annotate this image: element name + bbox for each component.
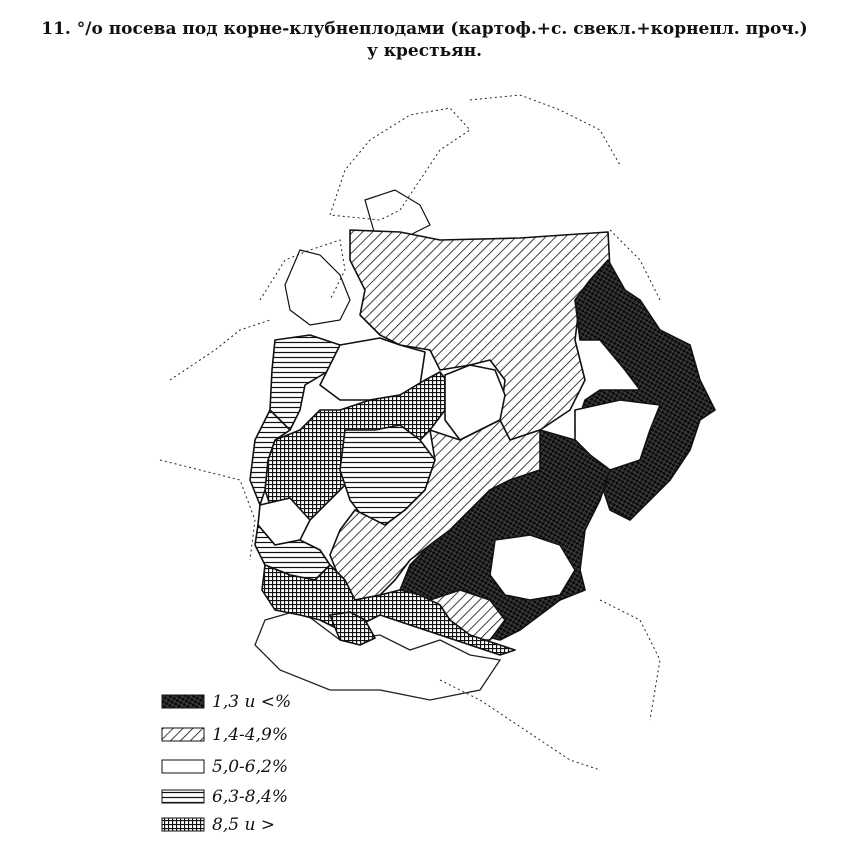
legend (162, 692, 291, 835)
title-text: °/о посева под корне-клубнеплодами (картоф.+с. свекл.+корнепл. проч.) (76, 19, 808, 39)
legend-swatch-3 (162, 760, 204, 773)
legend-item-4 (162, 787, 288, 807)
legend-label-4: 6,3-8,4% (212, 787, 288, 807)
title-line-2: у крестьян. (366, 41, 483, 61)
legend-item-5 (162, 815, 275, 835)
legend-swatch-5 (162, 818, 204, 831)
legend-swatch-4 (162, 790, 204, 803)
legend-swatch-2 (162, 728, 204, 741)
baltic-coast-outline (260, 240, 345, 300)
north-europe-outline (170, 320, 270, 380)
legend-label-5: 8,5 и > (212, 815, 276, 835)
legend-item-3 (162, 757, 288, 777)
legend-label-2: 1,4-4,9% (212, 725, 288, 745)
legend-label-3: 5,0-6,2% (212, 757, 288, 777)
choropleth-regions (250, 230, 715, 655)
arctic-coast-outline (470, 95, 620, 165)
figure-number: 11. (41, 19, 71, 39)
legend-item-2 (162, 725, 288, 745)
legend-swatch-1 (162, 695, 204, 708)
legend-item-1 (162, 692, 291, 712)
central-europe-outline (160, 460, 255, 560)
legend-label-1: 1,3 и <% (212, 692, 292, 712)
scandinavia-outline (330, 108, 470, 220)
caspian-outline (600, 600, 660, 720)
